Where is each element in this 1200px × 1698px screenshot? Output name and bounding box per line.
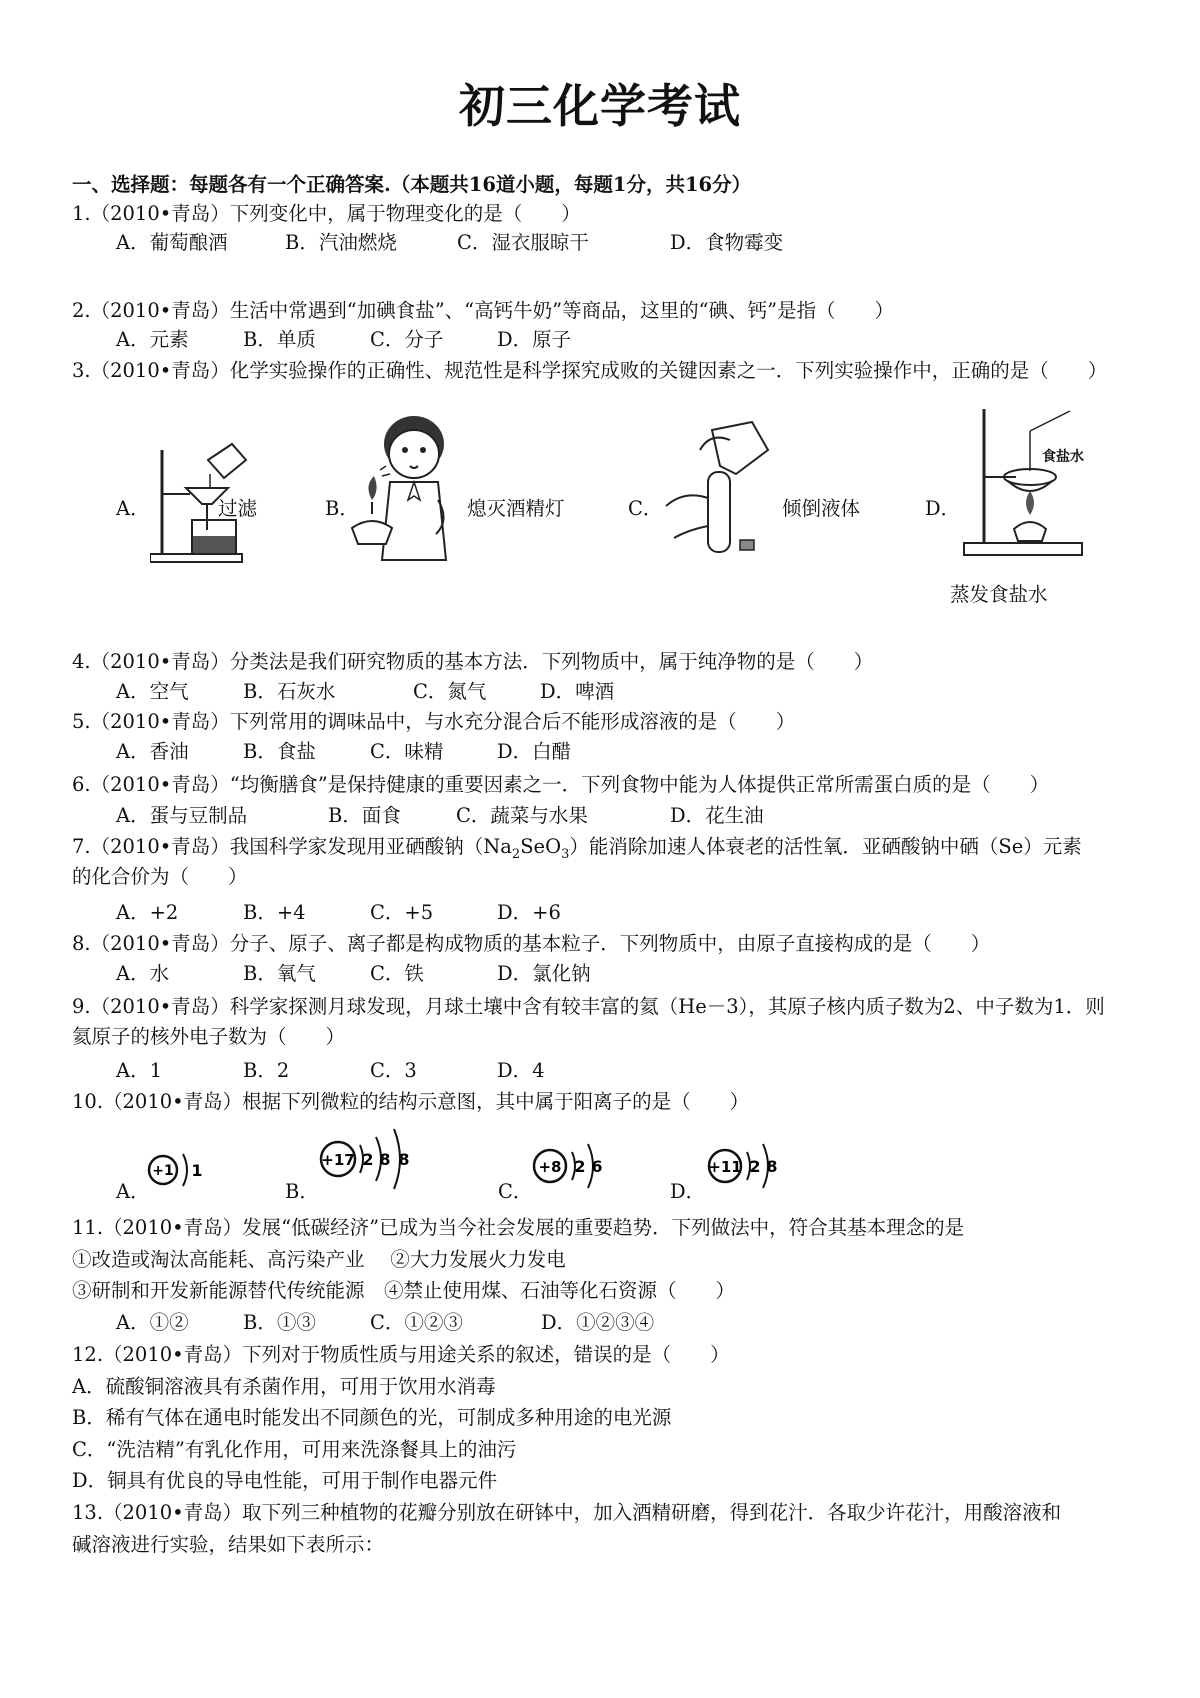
svg-text:+8: +8: [538, 1158, 562, 1176]
q7-option-d: D．+6: [497, 901, 561, 924]
q4-option-d: D．啤酒: [540, 680, 615, 703]
svg-text:+17: +17: [321, 1151, 355, 1169]
question-11-line-2: ①改造或淘汰高能耗、高污染产业 ②大力发展火力发电: [72, 1248, 566, 1271]
salt-water-label: 食盐水: [1042, 449, 1084, 465]
q1-option-b: B．汽油燃烧: [285, 231, 397, 254]
svg-text:1: 1: [191, 1161, 203, 1180]
q8-option-c: C．铁: [370, 962, 424, 985]
q3-option-a: A．: [116, 497, 150, 520]
question-9-line-2: 氦原子的核外电子数为（ ）: [72, 1025, 346, 1048]
atom-diagram-d: [705, 1128, 795, 1200]
q4-option-a: A．空气: [116, 680, 189, 703]
q3-option-d: D．: [925, 497, 961, 520]
boy-blowing-lamp-figure: [350, 410, 470, 565]
svg-text:6: 6: [591, 1157, 603, 1176]
q10-option-b: B．: [285, 1180, 319, 1203]
section-heading: 一、选择题：每题各有一个正确答案.（本题共16道小题，每题1分，共16分）: [72, 173, 752, 196]
q6-option-c: C．蔬菜与水果: [456, 804, 588, 827]
q3-option-d-caption: 蒸发食盐水: [950, 583, 1048, 606]
q8-option-d: D．氯化钠: [497, 962, 591, 985]
q5-option-c: C．味精: [370, 740, 444, 763]
question-12: 12.（2010•青岛）下列对于物质性质与用途关系的叙述，错误的是（ ）: [72, 1343, 730, 1366]
q11-option-b: B．①③: [243, 1311, 316, 1334]
svg-text:+1: +1: [152, 1163, 174, 1179]
question-13-line-2: 碱溶液进行实验，结果如下表所示：: [72, 1533, 385, 1556]
q2-option-a: A．元素: [116, 328, 189, 351]
svg-text:2: 2: [749, 1157, 761, 1176]
q8-option-a: A．水: [116, 962, 170, 985]
q12-option-d: D．铜具有优良的导电性能，可用于制作电器元件: [72, 1469, 498, 1492]
page-title: 初三化学考试: [459, 79, 741, 133]
q4-option-b: B．石灰水: [243, 680, 336, 703]
q3-option-a-caption: 过滤: [218, 497, 258, 520]
q11-option-a: A．①②: [116, 1311, 189, 1334]
q6-option-b: B．面食: [328, 804, 401, 827]
question-9: 9.（2010•青岛）科学家探测月球发现，月球土壤中含有较丰富的氦（He－3），其原子核内质子数为2、中子数为1．则: [72, 995, 1105, 1018]
atom-diagram-b: [318, 1115, 428, 1200]
question-11: 11.（2010•青岛）发展“低碳经济”已成为当今社会发展的重要趋势．下列做法中，符合其基本理念的是: [72, 1216, 965, 1239]
question-3: 3.（2010•青岛）化学实验操作的正确性、规范性是科学探究成败的关键因素之一．下列实验操作中，正确的是（ ）: [72, 359, 1108, 382]
q3-option-c: C．: [628, 497, 663, 520]
question-13: 13.（2010•青岛）取下列三种植物的花瓣分别放在研钵中，加入酒精研磨，得到花汁．各取少许花汁，用酸溶液和: [72, 1501, 1062, 1524]
question-5: 5.（2010•青岛）下列常用的调味品中，与水充分混合后不能形成溶液的是（ ）: [72, 710, 796, 733]
q7-option-a: A．+2: [116, 901, 179, 924]
q10-option-d: D．: [670, 1180, 706, 1203]
q7-option-c: C．+5: [370, 901, 434, 924]
q7-option-b: B．+4: [243, 901, 306, 924]
question-8: 8.（2010•青岛）分子、原子、离子都是构成物质的基本粒子．下列物质中，由原子直接构成的是（ ）: [72, 932, 991, 955]
q3-option-c-caption: 倾倒液体: [782, 497, 861, 520]
q1-option-d: D．食物霉变: [670, 231, 784, 254]
question-1: 1.（2010•青岛）下列变化中，属于物理变化的是（ ）: [72, 202, 581, 225]
question-6: 6.（2010•青岛）“均衡膳食”是保持健康的重要因素之一．下列食物中能为人体提供正常所需蛋白质的是（ ）: [72, 773, 1050, 796]
svg-text:2: 2: [362, 1150, 374, 1169]
q5-option-a: A．香油: [116, 740, 189, 763]
q8-option-b: B．氧气: [243, 962, 316, 985]
q9-option-c: C．3: [370, 1059, 417, 1082]
svg-text:8: 8: [766, 1157, 778, 1176]
pouring-liquid-figure: [660, 420, 780, 565]
atom-diagram-a: [145, 1140, 215, 1200]
q12-option-b: B．稀有气体在通电时能发出不同颜色的光，可制成多种用途的电光源: [72, 1406, 672, 1429]
q3-option-b-caption: 熄灭酒精灯: [467, 497, 565, 520]
q11-option-c: C．①②③: [370, 1311, 463, 1334]
q9-option-b: B．2: [243, 1059, 290, 1082]
svg-text:8: 8: [379, 1150, 391, 1169]
q12-option-c: C．“洗洁精”有乳化作用，可用来洗涤餐具上的油污: [72, 1438, 517, 1461]
q1-option-c: C．湿衣服晾干: [457, 231, 589, 254]
svg-text:2: 2: [574, 1157, 586, 1176]
question-7-line-2: 的化合价为（ ）: [72, 865, 248, 888]
q2-option-c: C．分子: [370, 328, 444, 351]
evaporation-figure: [960, 405, 1090, 565]
question-11-line-3: ③研制和开发新能源替代传统能源 ④禁止使用煤、石油等化石资源（ ）: [72, 1279, 736, 1302]
q9-option-d: D．4: [497, 1059, 545, 1082]
q4-option-c: C．氮气: [413, 680, 487, 703]
q3-option-b: B．: [325, 497, 359, 520]
q12-option-a: A．硫酸铜溶液具有杀菌作用，可用于饮用水消毒: [72, 1375, 496, 1398]
q2-option-b: B．单质: [243, 328, 316, 351]
question-10: 10.（2010•青岛）根据下列微粒的结构示意图，其中属于阳离子的是（ ）: [72, 1090, 750, 1113]
q5-option-d: D．白醋: [497, 740, 572, 763]
q11-option-d: D．①②③④: [541, 1311, 655, 1334]
q6-option-d: D．花生油: [670, 804, 764, 827]
atom-diagram-c: [530, 1128, 620, 1200]
question-4: 4.（2010•青岛）分类法是我们研究物质的基本方法．下列物质中，属于纯净物的是（ ）: [72, 650, 874, 673]
q6-option-a: A．蛋与豆制品: [116, 804, 248, 827]
q2-option-d: D．原子: [497, 328, 572, 351]
svg-text:+11: +11: [708, 1158, 742, 1176]
svg-text:8: 8: [398, 1150, 410, 1169]
question-2: 2.（2010•青岛）生活中常遇到“加碘食盐”、“高钙牛奶”等商品，这里的“碘、钙”是指（ ）: [72, 299, 895, 322]
q1-option-a: A．葡萄酿酒: [116, 231, 228, 254]
question-7: 7.（2010•青岛）我国科学家发现用亚硒酸钠$(Na_2SeO_3)$能消除加速人体衰老的活性氧．亚硒酸钠中硒（Se）元素: [72, 835, 1082, 862]
q9-option-a: A．1: [116, 1059, 162, 1082]
q10-option-c: C．: [498, 1180, 533, 1203]
q5-option-b: B．食盐: [243, 740, 316, 763]
q10-option-a: A．: [116, 1180, 150, 1203]
